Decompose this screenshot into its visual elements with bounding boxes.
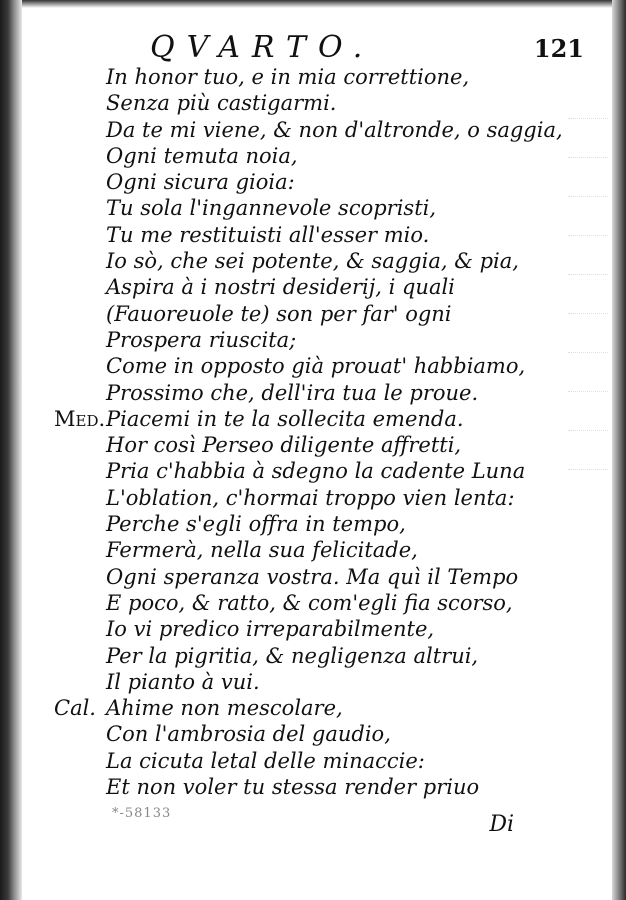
page-right-edge (612, 0, 626, 900)
speaker-label: Med. (54, 406, 106, 431)
verse-line (106, 353, 556, 379)
verse-text-line: Fermerà, nella sua felicitade, (106, 538, 418, 563)
verse-line (106, 169, 556, 195)
verse-line (106, 248, 556, 274)
verse-text-line: Io sò, che sei potente, & saggia, & pia, (106, 249, 519, 274)
verse-text-line: Prossimo che, dell'ira tua le proue. (106, 380, 479, 405)
verse-text-line: In honor tuo, e in mia correttione, (106, 65, 470, 89)
verse-line (106, 458, 556, 484)
speaker-label: Cal. (54, 696, 96, 721)
verse-text-line: Il pianto à vui. (106, 669, 260, 694)
verse-line (106, 222, 556, 248)
verse-line (106, 274, 556, 300)
verse-line (106, 380, 556, 406)
verse-text-line: Hor così Perseo diligente affretti, (106, 433, 462, 458)
library-stamp: *-58133 (112, 806, 172, 821)
verse-text-line: Perche s'egli offra in tempo, (106, 512, 406, 537)
verse-text-line: Io vi predico irreparabilmente, (106, 617, 435, 642)
verse-text-line: Ahime non mescolare, (106, 696, 343, 721)
verse-text-line: La cicuta letal delle minaccie: (106, 748, 425, 773)
verse-line (106, 64, 556, 90)
verse-line (106, 669, 556, 695)
verse-text-line: (Fauoreuole te) son per far' ogni (106, 301, 452, 326)
verse-text-line: Senza più castigarmi. (106, 91, 337, 116)
verse-line (106, 117, 563, 143)
verse-line (106, 643, 556, 669)
verse-text-line: Pria c'habbia à sdegno la cadente Luna (106, 459, 526, 484)
verse-line (106, 616, 556, 642)
verse-text-line: Ogni sicura gioia: (106, 170, 295, 195)
running-header: QVARTO. (150, 30, 375, 65)
catchword: Di (489, 812, 514, 837)
verse-line (106, 327, 556, 353)
verse-text-line: Per la pigritia, & negligenza altrui, (106, 643, 479, 668)
verse-line (106, 511, 556, 537)
verse-text-line: Et non voler tu stessa render priuo (106, 775, 480, 800)
verse-text-line: Da te mi viene, & non d'altronde, o saggia, (106, 117, 563, 142)
verse-text-line: Ogni speranza vostra. Ma quì il Tempo (106, 564, 519, 589)
verse-line (54, 695, 556, 721)
verse-text-line: Aspira à i nostri desiderij, i quali (106, 275, 455, 300)
page-top-edge (0, 0, 626, 8)
verse-text-line: Come in opposto già prouat' habbiamo, (106, 354, 526, 379)
verse-line (106, 774, 556, 800)
verse-text-line: Con l'ambrosia del gaudio, (106, 722, 391, 747)
verse-text (54, 64, 563, 800)
verse-line (106, 721, 556, 747)
page-number: 121 (533, 34, 584, 63)
verse-text-line: Tu sola l'ingannevole scopristi, (106, 196, 437, 221)
verse-line (106, 590, 556, 616)
verse-line (106, 537, 556, 563)
verse-line (106, 432, 556, 458)
verse-text-line: Tu me restituisti all'esser mio. (106, 222, 430, 247)
verse-line (106, 485, 556, 511)
verse-line (106, 90, 556, 116)
verse-line (106, 143, 556, 169)
verse-line (106, 301, 556, 327)
show-through-text (568, 90, 608, 690)
verse-text-line: Prospera riuscita; (106, 327, 297, 352)
verse-line (106, 748, 556, 774)
verse-line (54, 406, 556, 432)
verse-line (106, 195, 556, 221)
verse-text-line: E poco, & ratto, & com'egli fia scorso, (106, 590, 513, 615)
book-gutter (0, 0, 22, 900)
verse-text-line: L'oblation, c'hormai troppo vien lenta: (106, 485, 515, 510)
verse-text-line: Piacemi in te la sollecita emenda. (106, 406, 464, 431)
verse-line (106, 564, 556, 590)
verse-text-line: Ogni temuta noia, (106, 143, 298, 168)
